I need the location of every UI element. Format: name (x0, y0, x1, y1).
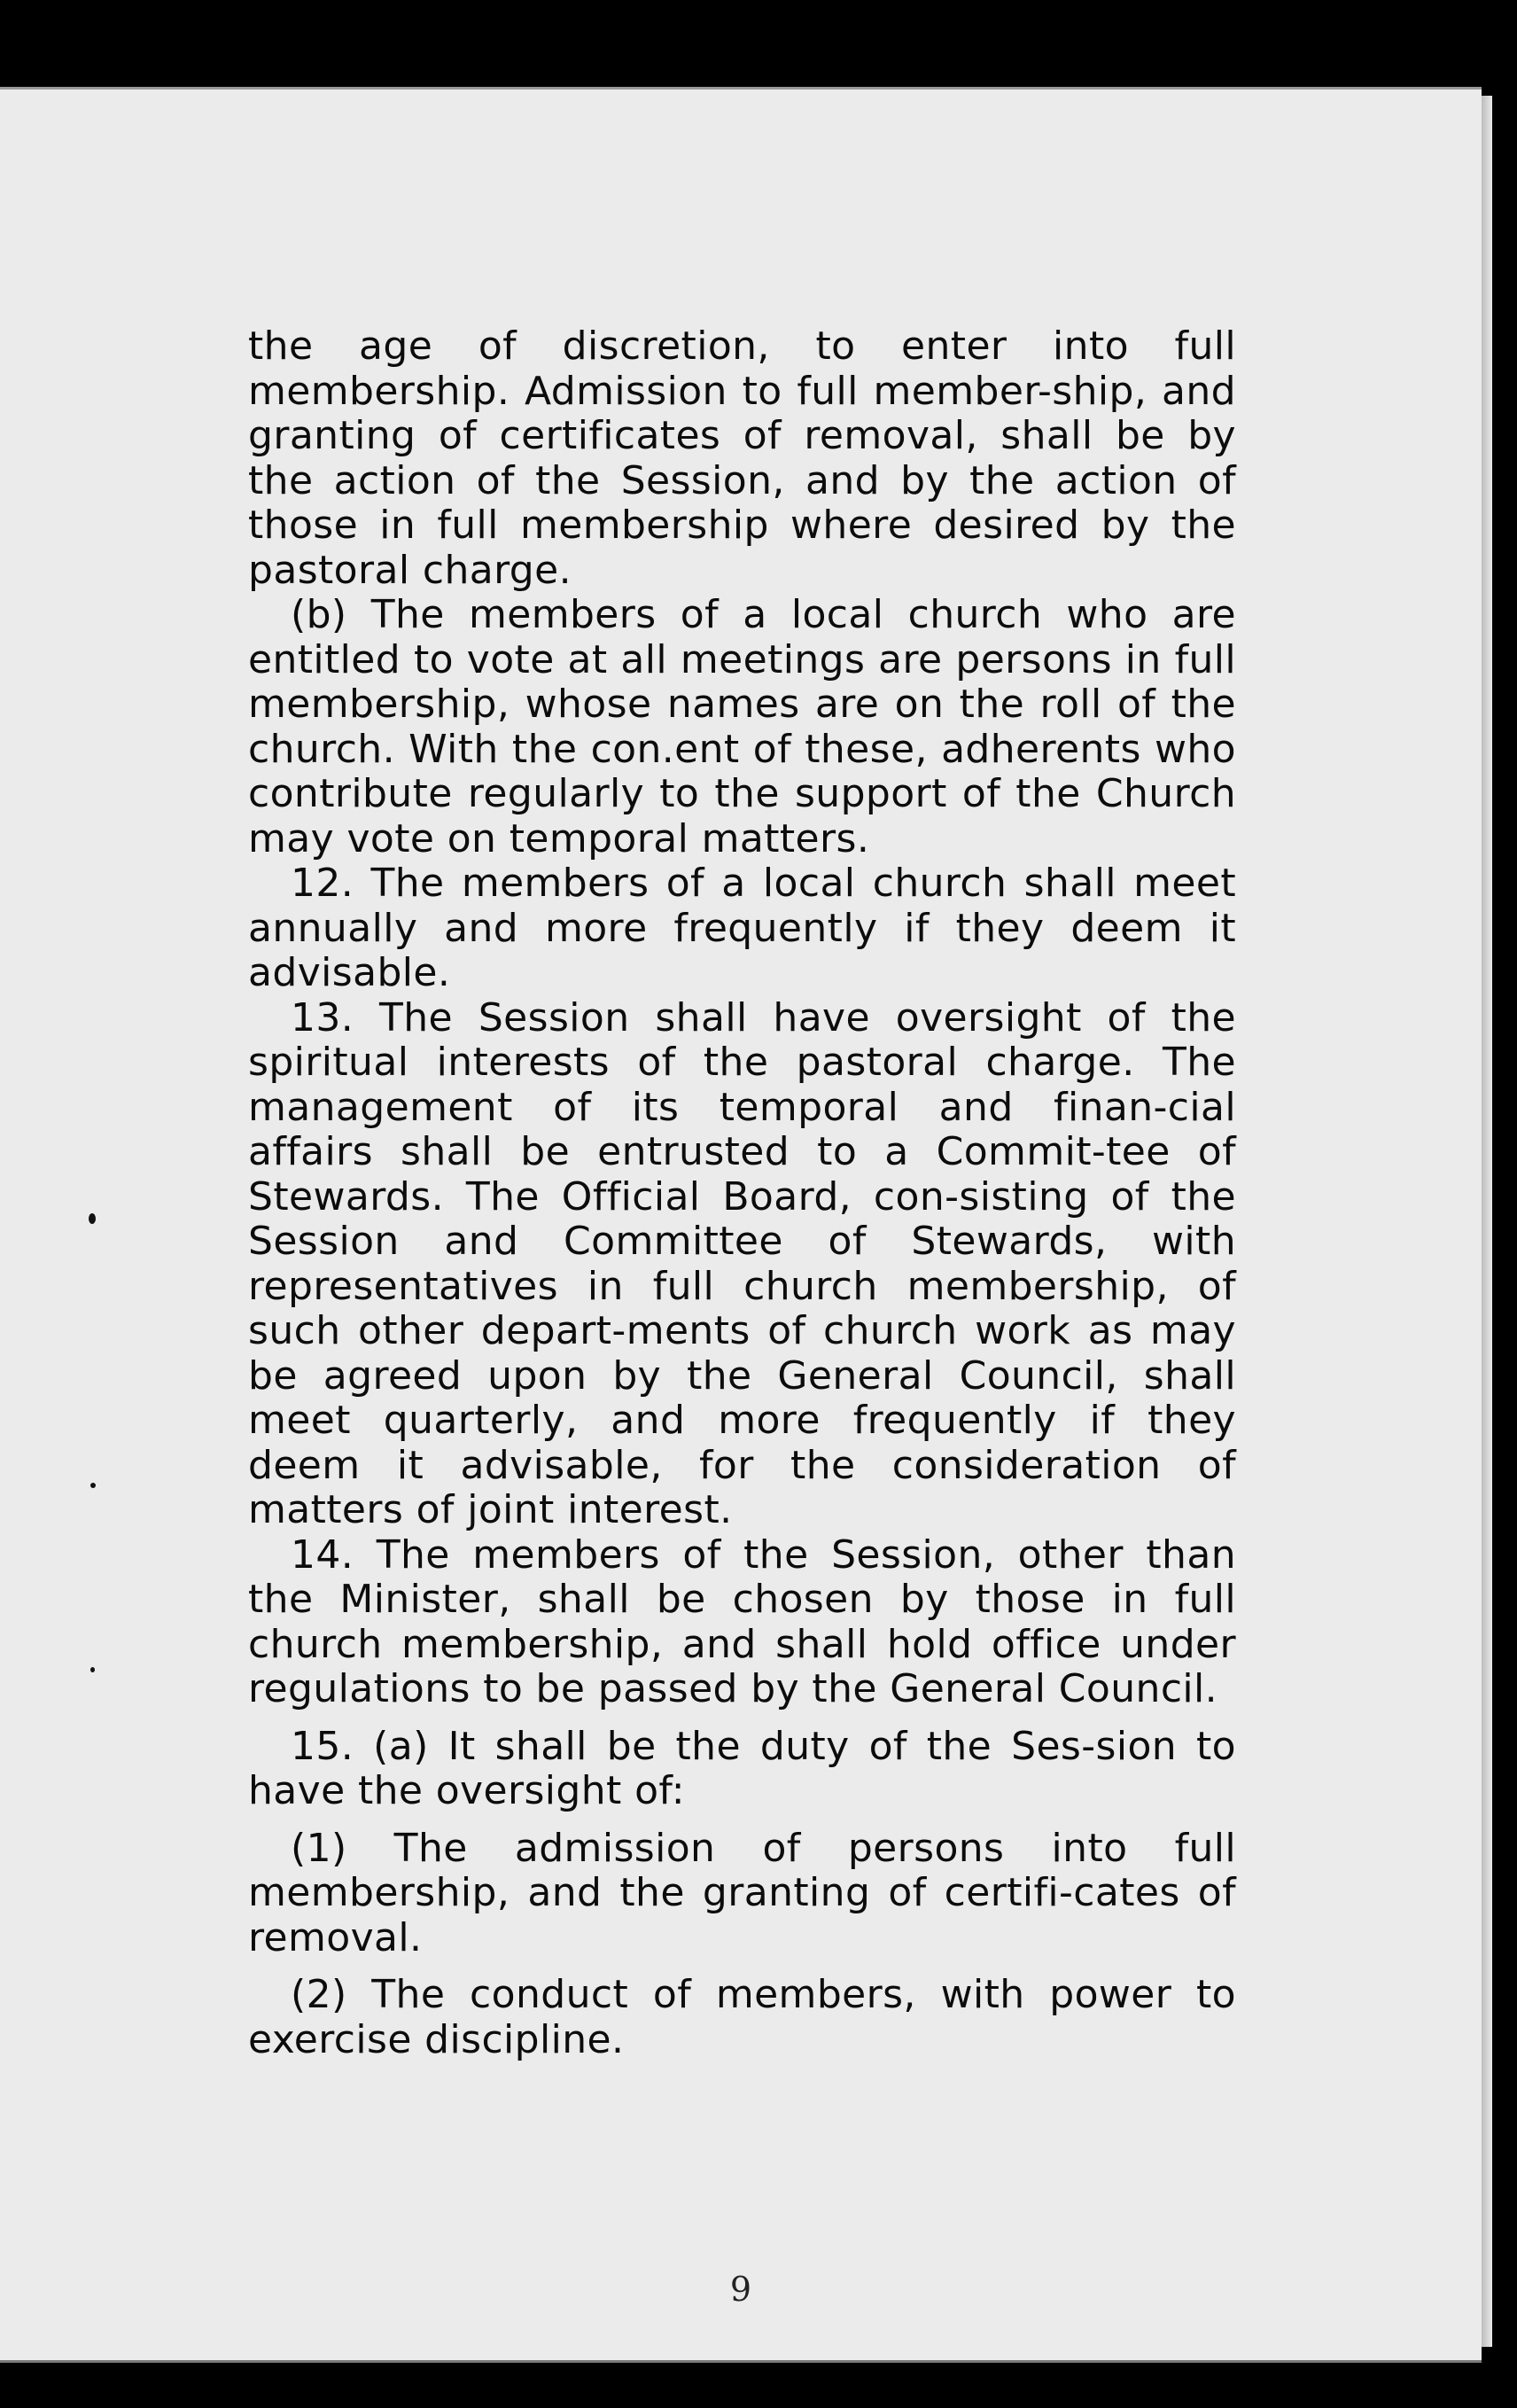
page-edge-shadow (1482, 96, 1492, 2347)
scan-speck (90, 1667, 95, 1672)
document-page (0, 87, 1482, 2363)
paragraph-continuation: the age of discretion, to enter into full membership. Admission to full member-ship, and granting of certificates of removal, shall be by the action of the Session, and by the action of those in full membership where desired by the pastoral charge. (248, 323, 1236, 593)
scan-speck (90, 1483, 96, 1488)
paragraph-14: 14. The members of the Session, other than the Minister, shall be chosen by those in full church membership, and shall hold office under regulations to be passed by the General Council. (248, 1531, 1236, 1711)
paragraph-15-2: (2) The conduct of members, with power to exercise discipline. (248, 1972, 1236, 2062)
paragraph-15-1: (1) The admission of persons into full membership, and the granting of certifi-cates of removal. (248, 1825, 1236, 1960)
page-number: 9 (729, 2270, 752, 2309)
scan-speck (89, 1213, 96, 1224)
paragraph-13: 13. The Session shall have oversight of the spiritual interests of the pastoral charge. The management of its temporal and finan-cial affairs shall be entrusted to a Commit-tee of Stewards. The Official Board, con-sisting of the Session and Committee of Stewards, with representatives in full church membership, of such other depart-ments of church work as may be agreed upon by the General Council, shall meet quarterly, and more frequently if they deem it advisable, for the consideration of matters of joint interest. (248, 994, 1236, 1532)
paragraph-15a: 15. (a) It shall be the duty of the Ses-sion to have the oversight of: (248, 1723, 1236, 1813)
paragraph-12: 12. The members of a local church shall meet annually and more frequently if they deem it advisable. (248, 861, 1236, 995)
body-text (248, 324, 1236, 2062)
paragraph-11b: (b) The members of a local church who are entitled to vote at all meetings are persons in full membership, whose names are on the roll of the church. With the con.ent of these, adherents who contribute regularly to the support of the Church may vote on temporal matters. (248, 592, 1236, 861)
